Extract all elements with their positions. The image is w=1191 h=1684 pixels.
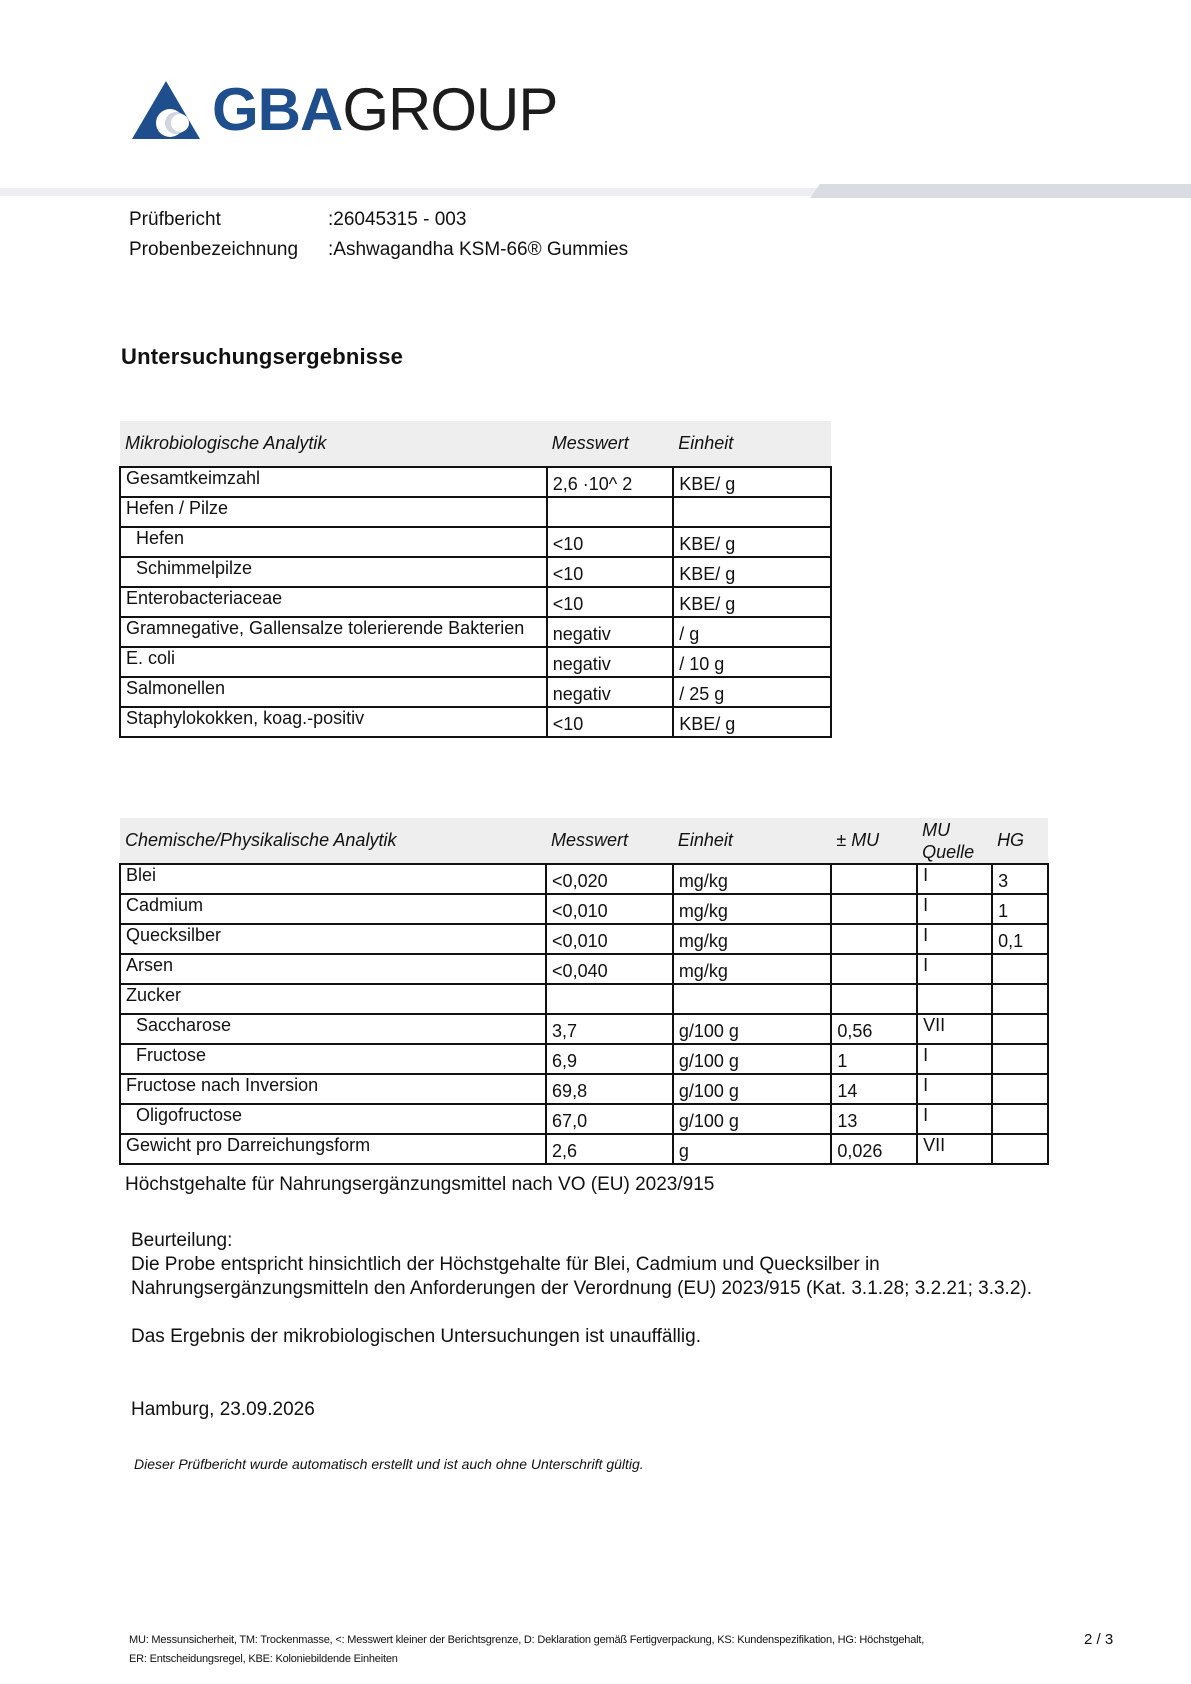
measured-value: negativ xyxy=(547,677,674,707)
maximum-level xyxy=(992,1074,1048,1104)
table-row xyxy=(120,894,1048,924)
auto-generated-note: Dieser Prüfbericht wurde automatisch erstellt und ist auch ohne Unterschrift gültig. xyxy=(134,1456,644,1472)
measured-value xyxy=(546,984,673,1014)
measured-value: 2,6 xyxy=(546,1134,673,1164)
unit: / 10 g xyxy=(673,647,831,677)
table-row xyxy=(120,467,831,497)
unit: KBE/ g xyxy=(673,587,831,617)
unit: g/100 g xyxy=(673,1044,832,1074)
unit: KBE/ g xyxy=(673,467,831,497)
unit xyxy=(673,497,831,527)
maximum-level xyxy=(992,984,1048,1014)
chem-header-mu-source: MU Quelle xyxy=(917,818,992,864)
measured-value: <10 xyxy=(547,527,674,557)
micro-table xyxy=(119,421,832,738)
micro-header-row xyxy=(120,421,831,467)
measurement-uncertainty xyxy=(831,864,917,894)
report-number-value: :26045315 - 003 xyxy=(328,209,467,230)
mu-source xyxy=(917,984,992,1014)
unit: mg/kg xyxy=(673,864,832,894)
table-row xyxy=(120,527,831,557)
measured-value: 69,8 xyxy=(546,1074,673,1104)
measured-value xyxy=(547,497,674,527)
footer-abbreviations xyxy=(129,1631,989,1669)
header-band xyxy=(0,184,1191,198)
analysis-name: Saccharose xyxy=(120,1014,546,1044)
measured-value: negativ xyxy=(547,617,674,647)
maximum-level xyxy=(992,1014,1048,1044)
mu-source: I xyxy=(917,864,992,894)
analysis-name: Cadmium xyxy=(120,894,546,924)
table-row xyxy=(120,677,831,707)
analysis-name: Fructose xyxy=(120,1044,546,1074)
unit: KBE/ g xyxy=(673,707,831,737)
micro-header-value: Messwert xyxy=(547,421,674,467)
footer-line-1: MU: Messunsicherheit, TM: Trockenmasse, <: Messwert kleiner der Berichtsgrenze, D: Deklaration gemäß Fertigverpackung, KS: Kundenspezifikation, HG: Höchstgehalt, xyxy=(129,1634,925,1646)
analysis-name: Staphylokokken, koag.-positiv xyxy=(120,707,547,737)
measurement-uncertainty: 0,56 xyxy=(831,1014,917,1044)
analysis-name: Gewicht pro Darreichungsform xyxy=(120,1134,546,1164)
table-row xyxy=(120,1044,1048,1074)
table-row xyxy=(120,587,831,617)
table-row xyxy=(120,617,831,647)
table-row xyxy=(120,924,1048,954)
table-row xyxy=(120,864,1048,894)
header-band-right xyxy=(810,184,1191,198)
analysis-name: E. coli xyxy=(120,647,547,677)
chem-header-hg: HG xyxy=(992,818,1048,864)
assessment-line-1: Die Probe entspricht hinsichtlich der Höchstgehalte für Blei, Cadmium und Quecksilber in xyxy=(131,1254,880,1275)
unit: mg/kg xyxy=(673,954,832,984)
assessment-line-2: Nahrungsergänzungsmitteln den Anforderungen der Verordnung (EU) 2023/915 (Kat. 3.1.28; 3.2.21; 3.3.2). xyxy=(131,1278,1032,1299)
unit: g/100 g xyxy=(673,1014,832,1044)
unit: g xyxy=(673,1134,832,1164)
measured-value: <0,020 xyxy=(546,864,673,894)
measured-value: 67,0 xyxy=(546,1104,673,1134)
hg-note: Höchstgehalte für Nahrungsergänzungsmittel nach VO (EU) 2023/915 xyxy=(125,1174,715,1195)
chem-header-unit: Einheit xyxy=(673,818,832,864)
unit: KBE/ g xyxy=(673,527,831,557)
unit xyxy=(673,984,832,1014)
measurement-uncertainty: 13 xyxy=(831,1104,917,1134)
company-logo xyxy=(130,76,557,144)
logo-mark-icon xyxy=(130,79,202,141)
unit: / 25 g xyxy=(673,677,831,707)
analysis-name: Hefen / Pilze xyxy=(120,497,547,527)
table-row xyxy=(120,1104,1048,1134)
chem-header-analysis: Chemische/Physikalische Analytik xyxy=(120,818,546,864)
table-row xyxy=(120,984,1048,1014)
mu-source: VII xyxy=(917,1014,992,1044)
measured-value: 6,9 xyxy=(546,1044,673,1074)
maximum-level: 3 xyxy=(992,864,1048,894)
assessment-block xyxy=(131,1229,1032,1349)
measurement-uncertainty xyxy=(831,924,917,954)
unit: mg/kg xyxy=(673,894,832,924)
measurement-uncertainty xyxy=(831,954,917,984)
measurement-uncertainty xyxy=(831,984,917,1014)
mu-source: I xyxy=(917,1044,992,1074)
maximum-level xyxy=(992,1044,1048,1074)
chem-header-value: Messwert xyxy=(546,818,673,864)
maximum-level xyxy=(992,1104,1048,1134)
analysis-name: Hefen xyxy=(120,527,547,557)
analysis-name: Salmonellen xyxy=(120,677,547,707)
measured-value: 3,7 xyxy=(546,1014,673,1044)
table-row xyxy=(120,1074,1048,1104)
unit: mg/kg xyxy=(673,924,832,954)
table-row xyxy=(120,647,831,677)
logo-text-gba: GBA xyxy=(212,76,343,143)
unit: KBE/ g xyxy=(673,557,831,587)
assessment-spacer xyxy=(131,1301,1032,1325)
analysis-name: Fructose nach Inversion xyxy=(120,1074,546,1104)
analysis-name: Enterobacteriaceae xyxy=(120,587,547,617)
header-band-left xyxy=(0,188,820,196)
measured-value: <10 xyxy=(547,587,674,617)
measured-value: <10 xyxy=(547,707,674,737)
analysis-name: Arsen xyxy=(120,954,546,984)
unit: g/100 g xyxy=(673,1074,832,1104)
measurement-uncertainty: 14 xyxy=(831,1074,917,1104)
maximum-level xyxy=(992,954,1048,984)
micro-header-unit: Einheit xyxy=(673,421,831,467)
micro-header-analysis: Mikrobiologische Analytik xyxy=(120,421,547,467)
chem-header-row xyxy=(120,818,1048,864)
section-title: Untersuchungsergebnisse xyxy=(121,344,404,369)
logo-text-group: GROUP xyxy=(342,76,558,143)
measurement-uncertainty: 1 xyxy=(831,1044,917,1074)
measured-value: <0,040 xyxy=(546,954,673,984)
place-date: Hamburg, 23.09.2026 xyxy=(131,1399,315,1420)
analysis-name: Zucker xyxy=(120,984,546,1014)
maximum-level: 0,1 xyxy=(992,924,1048,954)
footer-line-2: ER: Entscheidungsregel, KBE: Koloniebildende Einheiten xyxy=(129,1653,398,1665)
mu-source: I xyxy=(917,924,992,954)
mu-source: I xyxy=(917,894,992,924)
measured-value: 2,6 ·10^ 2 xyxy=(547,467,674,497)
table-row xyxy=(120,557,831,587)
measured-value: <0,010 xyxy=(546,924,673,954)
analysis-name: Oligofructose xyxy=(120,1104,546,1134)
analysis-name: Quecksilber xyxy=(120,924,546,954)
measured-value: negativ xyxy=(547,647,674,677)
mu-source: VII xyxy=(917,1134,992,1164)
unit: g/100 g xyxy=(673,1104,832,1134)
mu-source: I xyxy=(917,954,992,984)
report-number-label: Prüfbericht xyxy=(129,209,221,230)
maximum-level: 1 xyxy=(992,894,1048,924)
chem-table xyxy=(119,818,1049,1165)
sample-name-value: :Ashwagandha KSM-66® Gummies xyxy=(328,239,629,260)
table-row xyxy=(120,707,831,737)
maximum-level xyxy=(992,1134,1048,1164)
measurement-uncertainty: 0,026 xyxy=(831,1134,917,1164)
measured-value: <10 xyxy=(547,557,674,587)
sample-name-label: Probenbezeichnung xyxy=(129,239,299,260)
page-number: 2 / 3 xyxy=(1084,1631,1114,1648)
chem-header-mu: ± MU xyxy=(831,818,917,864)
unit: / g xyxy=(673,617,831,647)
mu-source: I xyxy=(917,1074,992,1104)
analysis-name: Gesamtkeimzahl xyxy=(120,467,547,497)
analysis-name: Gramnegative, Gallensalze tolerierende Bakterien xyxy=(120,617,547,647)
analysis-name: Blei xyxy=(120,864,546,894)
table-row xyxy=(120,497,831,527)
measurement-uncertainty xyxy=(831,894,917,924)
mu-source: I xyxy=(917,1104,992,1134)
table-row xyxy=(120,954,1048,984)
assessment-line-3: Das Ergebnis der mikrobiologischen Untersuchungen ist unauffällig. xyxy=(131,1326,701,1347)
analysis-name: Schimmelpilze xyxy=(120,557,547,587)
assessment-title: Beurteilung: xyxy=(131,1230,233,1251)
table-row xyxy=(120,1134,1048,1164)
table-row xyxy=(120,1014,1048,1044)
measured-value: <0,010 xyxy=(546,894,673,924)
